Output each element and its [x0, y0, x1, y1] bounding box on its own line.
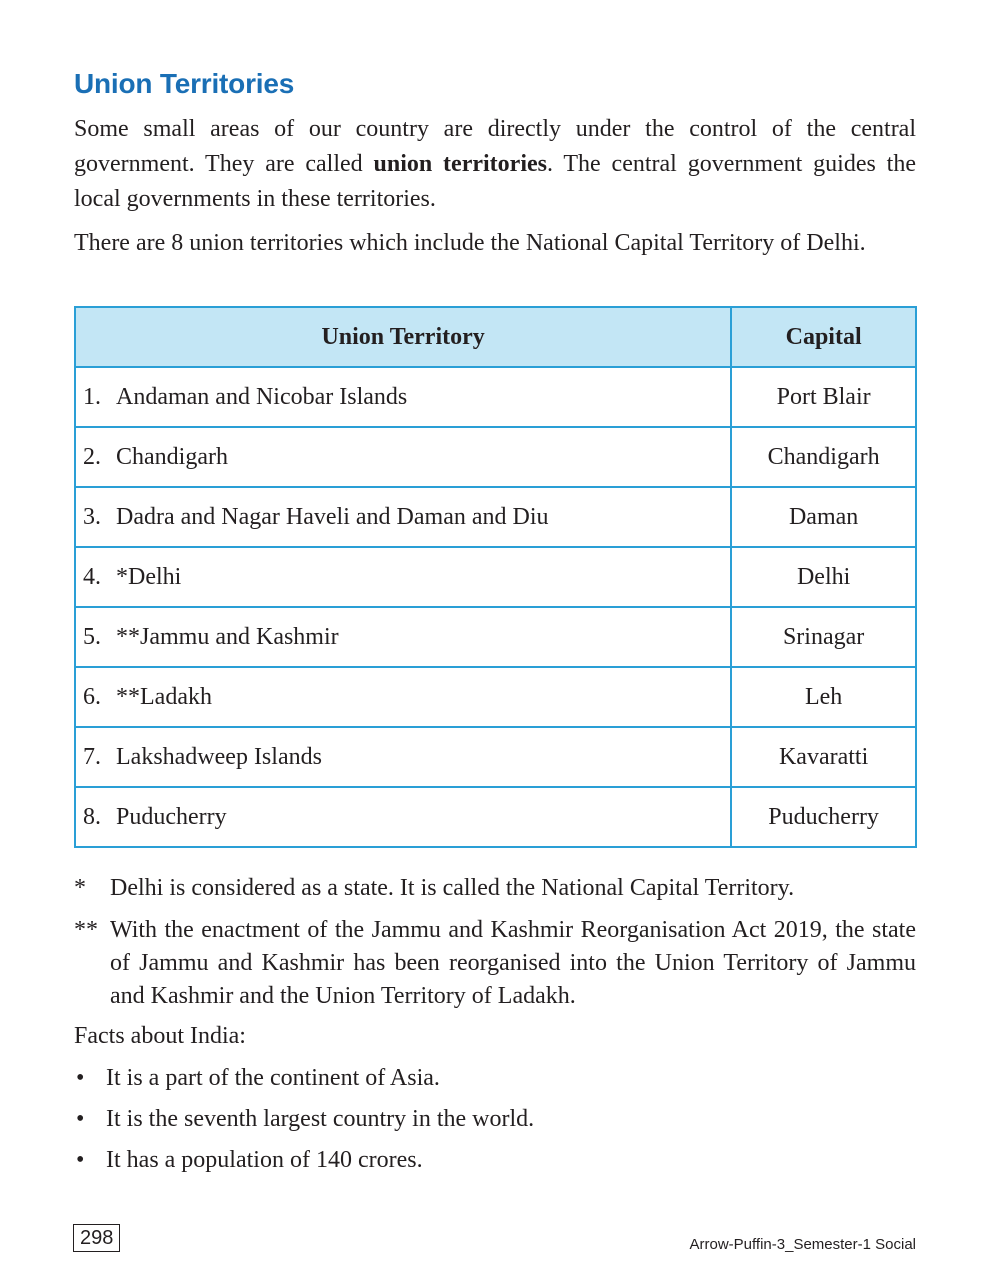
footnote-delhi — [74, 872, 916, 905]
row-number: 1. — [83, 383, 101, 410]
capital-cell: Port Blair — [731, 367, 916, 427]
intro-bold-term: union territories — [373, 151, 547, 177]
row-number: 3. — [83, 503, 101, 530]
facts-title: Facts about India: — [74, 1023, 246, 1049]
territory-name: **Ladakh — [116, 683, 212, 710]
count-paragraph: There are 8 union territories which include the National Capital Territory of Delhi. — [74, 230, 866, 256]
row-number: 7. — [83, 743, 101, 770]
footnote-jk — [74, 914, 916, 1013]
header-capital: Capital — [731, 307, 916, 367]
union-territories-table — [74, 306, 917, 848]
territory-name: Dadra and Nagar Haveli and Daman and Diu — [116, 503, 549, 530]
capital-cell: Puducherry — [731, 787, 916, 847]
bullet-icon: • — [76, 1106, 85, 1132]
table-header-row — [75, 307, 916, 367]
table-row — [75, 667, 916, 727]
territory-name: Andaman and Nicobar Islands — [116, 383, 408, 410]
territory-cell — [75, 727, 731, 787]
table-row — [75, 427, 916, 487]
territory-cell — [75, 487, 731, 547]
row-number: 4. — [83, 563, 101, 590]
row-number: 5. — [83, 623, 101, 650]
capital-cell: Srinagar — [731, 607, 916, 667]
bullet-icon: • — [76, 1065, 85, 1091]
footnote-mark: * — [74, 875, 86, 901]
territory-cell — [75, 427, 731, 487]
capital-cell: Kavaratti — [731, 727, 916, 787]
territory-cell — [75, 607, 731, 667]
fact-text: It has a population of 140 crores. — [106, 1147, 423, 1173]
bullet-icon: • — [76, 1147, 85, 1173]
capital-cell: Chandigarh — [731, 427, 916, 487]
footnote-text: With the enactment of the Jammu and Kashmir Reorganisation Act 2019, the state of Jammu and Kashmir has been reorganised into the Union Territory of Jammu and Kashmir and the Union Territory of Ladakh. — [110, 917, 916, 1009]
header-union-territory: Union Territory — [75, 307, 731, 367]
territory-name: **Jammu and Kashmir — [116, 623, 339, 650]
row-number: 2. — [83, 443, 101, 470]
territory-name: Puducherry — [116, 803, 227, 830]
territory-cell — [75, 547, 731, 607]
page-number: 298 — [73, 1224, 120, 1252]
fact-text: It is a part of the continent of Asia. — [106, 1065, 440, 1091]
territory-name: Lakshadweep Islands — [116, 743, 322, 770]
capital-cell: Delhi — [731, 547, 916, 607]
intro-paragraph — [74, 112, 916, 217]
list-item — [74, 1103, 534, 1144]
table-row — [75, 607, 916, 667]
row-number: 8. — [83, 803, 101, 830]
footnote-text: Delhi is considered as a state. It is called the National Capital Territory. — [110, 875, 795, 901]
section-heading: Union Territories — [74, 68, 295, 99]
capital-cell: Leh — [731, 667, 916, 727]
fact-text: It is the seventh largest country in the world. — [106, 1106, 535, 1132]
territory-cell — [75, 367, 731, 427]
row-number: 6. — [83, 683, 101, 710]
table-row — [75, 787, 916, 847]
capital-cell: Daman — [731, 487, 916, 547]
table-row — [75, 547, 916, 607]
table-body — [75, 367, 916, 847]
territory-name: Chandigarh — [116, 443, 228, 470]
book-title-footer: Arrow-Puffin-3_Semester-1 Social — [689, 1236, 916, 1253]
list-item — [74, 1062, 534, 1103]
table-row — [75, 367, 916, 427]
facts-list — [74, 1062, 534, 1185]
territory-cell — [75, 787, 731, 847]
territory-cell — [75, 667, 731, 727]
table-row — [75, 727, 916, 787]
territory-name: *Delhi — [116, 563, 182, 590]
list-item — [74, 1144, 534, 1185]
footnote-mark: ** — [74, 917, 98, 943]
table-row — [75, 487, 916, 547]
intro-text-before: Some small areas of our country are directly under the control of the central government. They are called — [74, 116, 916, 177]
intro-text-after: . The central government guides the local governments in these territories. — [74, 151, 916, 212]
